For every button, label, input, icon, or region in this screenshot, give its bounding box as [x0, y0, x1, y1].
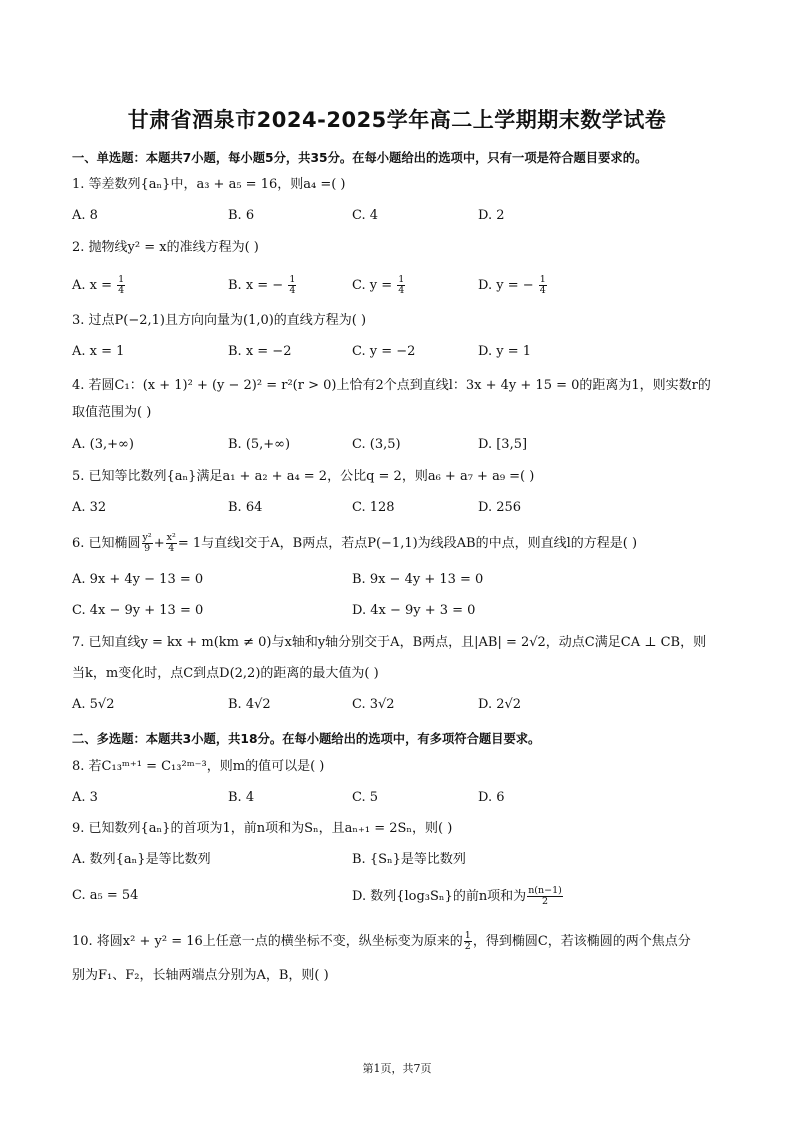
- question-6-stem-post: = 1与直线l交于A，B两点，若点P(−1,1)为线段AB的中点，则直线l的方程是( ): [177, 536, 638, 551]
- question-8-option-b[interactable]: B. 4: [228, 790, 255, 805]
- question-4-option-c[interactable]: C. (3,5): [352, 437, 401, 452]
- fraction: [464, 931, 472, 952]
- question-10-stem-pre: 10. 将圆x² + y² = 16上任意一点的横坐标不变，纵坐标变为原来的: [72, 934, 463, 949]
- fraction-denominator: 4: [118, 285, 125, 296]
- fraction-denominator: 4: [539, 285, 546, 296]
- question-3-option-b[interactable]: B. x = −2: [228, 344, 292, 359]
- fraction-numerator: 1: [398, 274, 405, 285]
- plus-sign: +: [153, 536, 165, 551]
- question-2-options: [72, 275, 752, 295]
- question-1-stem: 1. 等差数列{aₙ}中，a₃ + a₅ = 16，则a₄ =( ): [72, 177, 346, 192]
- question-10-stem-post: ，得到椭圆C，若该椭圆的两个焦点分: [472, 934, 691, 949]
- question-5-option-c[interactable]: C. 128: [352, 500, 395, 515]
- question-6-options-row-1: [72, 570, 752, 590]
- fraction-numerator: n(n−1): [528, 885, 562, 896]
- question-3-option-d[interactable]: D. y = 1: [478, 344, 531, 359]
- question-8-option-d[interactable]: D. 6: [478, 790, 505, 805]
- fraction-numerator: 1: [539, 274, 546, 285]
- question-3-option-a[interactable]: A. x = 1: [72, 344, 125, 359]
- fraction: [397, 275, 405, 296]
- fraction: [288, 275, 296, 296]
- fraction-numerator: y²: [142, 532, 152, 543]
- question-2-stem: 2. 抛物线y² = x的准线方程为( ): [72, 240, 259, 255]
- question-1-option-a[interactable]: A. 8: [72, 208, 98, 223]
- question-9-option-b[interactable]: B. {Sₙ}是等比数列: [352, 852, 466, 867]
- question-4-option-b[interactable]: B. (5,+∞): [228, 437, 291, 452]
- question-6-stem-pre: 6. 已知椭圆: [72, 536, 141, 551]
- question-1-option-b[interactable]: B. 6: [228, 208, 255, 223]
- option-a-text: A. x =: [72, 278, 113, 293]
- question-7-options: [72, 695, 752, 715]
- question-5-option-d[interactable]: D. 256: [478, 500, 522, 515]
- question-9-options-row-1: [72, 850, 752, 870]
- fraction: [527, 886, 563, 907]
- question-4-options: [72, 435, 752, 455]
- page-title: 甘肃省酒泉市2024-2025学年高二上学期期末数学试卷: [127, 108, 667, 132]
- fraction-denominator: 9: [144, 543, 151, 554]
- fraction-denominator: 2: [464, 941, 471, 952]
- fraction-numerator: 1: [289, 274, 296, 285]
- question-10-stem: [72, 931, 691, 952]
- fraction-numerator: 1: [118, 274, 125, 285]
- question-9-stem: 9. 已知数列{aₙ}的首项为1，前n项和为Sₙ，且aₙ₊₁ = 2Sₙ，则( ): [72, 821, 453, 836]
- question-2-option-a[interactable]: [72, 275, 126, 296]
- question-7-stem-continued: 当k，m变化时，点C到点D(2,2)的距离的最大值为( ): [72, 666, 379, 681]
- question-4-stem: 4. 若圆C₁：(x + 1)² + (y − 2)² = r²(r > 0)上恰有2个点到直线l：3x + 4y + 15 = 0的距离为1，则实数r的: [72, 378, 711, 393]
- fraction-denominator: 2: [541, 896, 549, 907]
- question-8-option-a[interactable]: A. 3: [72, 790, 98, 805]
- section-heading-single-choice: 一、单选题：本题共7小题，每小题5分，共35分。在每小题给出的选项中，只有一项是符合题目要求的。: [72, 151, 648, 165]
- question-5-stem: 5. 已知等比数列{aₙ}满足a₁ + a₂ + a₄ = 2，公比q = 2，则a₆ + a₇ + a₉ =( ): [72, 469, 535, 484]
- fraction: [117, 275, 125, 296]
- question-3-option-c[interactable]: C. y = −2: [352, 344, 416, 359]
- fraction-numerator: 1: [464, 930, 471, 941]
- option-b-text: B. x = −: [228, 278, 284, 293]
- question-9-options-row-2: [72, 886, 752, 906]
- question-7-option-d[interactable]: D. 2√2: [478, 697, 522, 712]
- question-2-option-b[interactable]: [228, 275, 297, 296]
- question-6-option-b[interactable]: B. 9x − 4y + 13 = 0: [352, 572, 484, 587]
- question-9-option-c[interactable]: C. a₅ = 54: [72, 888, 139, 903]
- question-1-option-c[interactable]: C. 4: [352, 208, 379, 223]
- question-5-options: [72, 498, 752, 518]
- fraction-denominator: 4: [289, 285, 296, 296]
- option-d-text: D. 数列{log₃Sₙ}的前n项和为: [352, 889, 527, 904]
- question-6-option-d[interactable]: D. 4x − 9y + 3 = 0: [352, 603, 476, 618]
- question-7-option-c[interactable]: C. 3√2: [352, 697, 395, 712]
- question-5-option-a[interactable]: A. 32: [72, 500, 107, 515]
- question-6-option-a[interactable]: A. 9x + 4y − 13 = 0: [72, 572, 204, 587]
- question-5-option-b[interactable]: B. 64: [228, 500, 263, 515]
- section-heading-multiple-choice: 二、多选题：本题共3小题，共18分。在每小题给出的选项中，有多项符合题目要求。: [72, 732, 541, 746]
- question-7-stem: 7. 已知直线y = kx + m(km ≠ 0)与x轴和y轴分别交于A，B两点，且|AB| = 2√2，动点C满足CA ⊥ CB，则: [72, 635, 707, 650]
- fraction-numerator: x²: [166, 532, 176, 543]
- question-1-options: [72, 206, 752, 226]
- fraction-denominator: 4: [168, 543, 175, 554]
- question-7-option-a[interactable]: A. 5√2: [72, 697, 115, 712]
- question-9-option-d[interactable]: [352, 886, 564, 907]
- question-9-option-a[interactable]: A. 数列{aₙ}是等比数列: [72, 852, 211, 867]
- question-7-option-b[interactable]: B. 4√2: [228, 697, 271, 712]
- fraction: [142, 533, 153, 554]
- question-4-option-d[interactable]: D. [3,5]: [478, 437, 528, 452]
- question-10-stem-continued: 别为F₁、F₂，长轴两端点分别为A，B，则( ): [72, 968, 329, 983]
- fraction: [539, 275, 547, 296]
- question-6-stem: [72, 533, 637, 554]
- question-8-option-c[interactable]: C. 5: [352, 790, 379, 805]
- question-2-option-c[interactable]: [352, 275, 406, 296]
- question-8-options: [72, 788, 752, 808]
- question-4-option-a[interactable]: A. (3,+∞): [72, 437, 134, 452]
- fraction-denominator: 4: [398, 285, 405, 296]
- question-3-options: [72, 342, 752, 362]
- question-6-options-row-2: [72, 601, 752, 621]
- question-1-option-d[interactable]: D. 2: [478, 208, 505, 223]
- option-c-text: C. y =: [352, 278, 393, 293]
- question-6-option-c[interactable]: C. 4x − 9y + 13 = 0: [72, 603, 204, 618]
- fraction: [166, 533, 177, 554]
- question-2-option-d[interactable]: [478, 275, 548, 296]
- page-footer: 第1页，共7页: [362, 1062, 432, 1075]
- question-3-stem: 3. 过点P(−2,1)且方向向量为(1,0)的直线方程为( ): [72, 313, 367, 328]
- question-4-stem-continued: 取值范围为( ): [72, 405, 152, 420]
- option-d-text: D. y = −: [478, 278, 534, 293]
- question-8-stem: 8. 若C₁₃ᵐ⁺¹ = C₁₃²ᵐ⁻³，则m的值可以是( ): [72, 759, 325, 774]
